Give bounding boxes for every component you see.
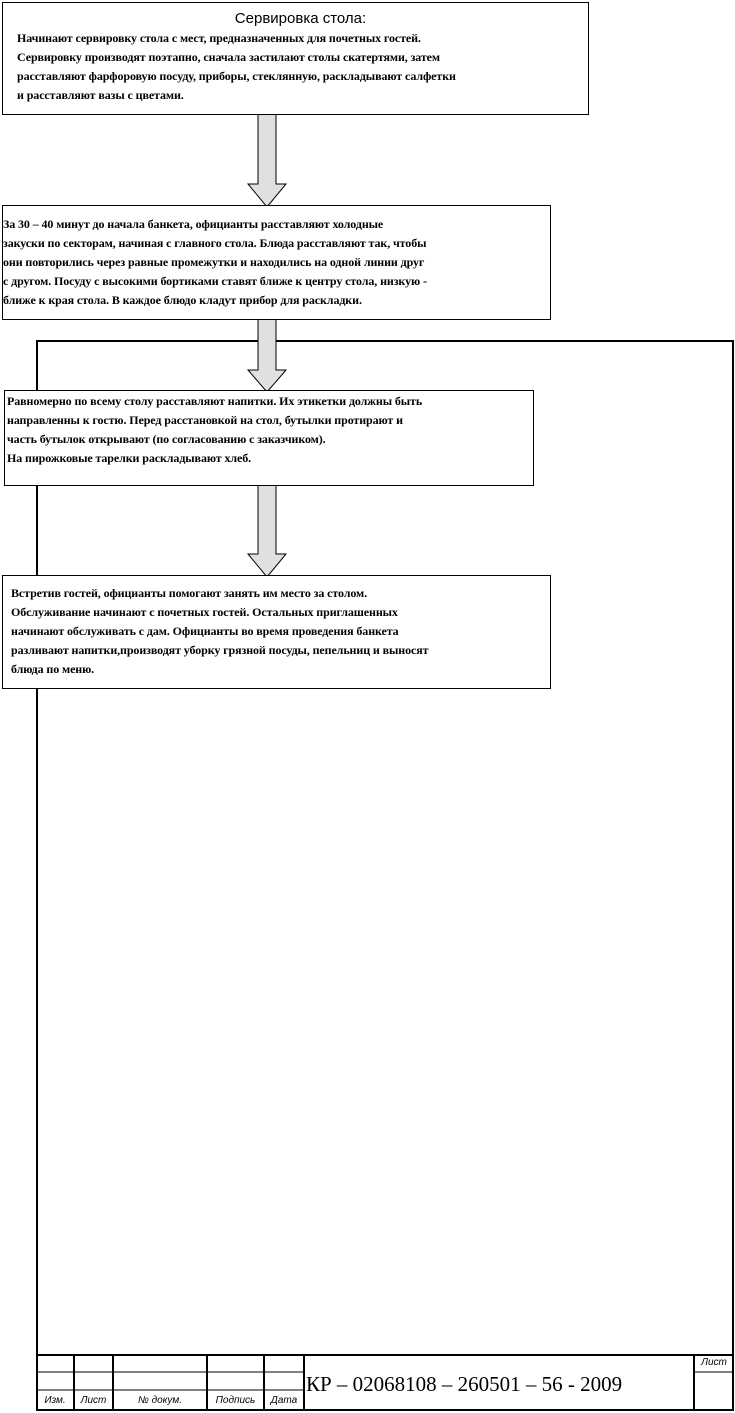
drawing-frame bbox=[36, 340, 734, 1411]
step-text-line: Обслуживание начинают с почетных гостей. Остальных приглашенных bbox=[11, 605, 398, 619]
step-text-line: разливают напитки,производят уборку грязной посуды, пепельниц и выносят bbox=[11, 643, 429, 657]
arrow-down-icon bbox=[246, 114, 288, 208]
step-text-line: с другом. Посуду с высокими бортиками ставят ближе к центру стола, низкую - bbox=[3, 274, 427, 288]
step-text-line: На пирожковые тарелки раскладывают хлеб. bbox=[7, 451, 252, 465]
step-text-line: начинают обслуживать с дам. Официанты во время проведения банкета bbox=[11, 624, 399, 638]
stamp-label-list: Лист bbox=[80, 1395, 107, 1406]
stamp-label-date: Дата bbox=[270, 1395, 298, 1406]
step-text-line: Начинают сервировку стола с мест, предназначенных для почетных гостей. bbox=[17, 31, 421, 45]
stamp-label-izm: Изм. bbox=[44, 1395, 66, 1406]
step-text-line: расставляют фарфоровую посуду, приборы, стеклянную, раскладывают салфетки bbox=[17, 69, 456, 83]
flow-step-2 bbox=[2, 205, 551, 320]
step-text-line: блюда по меню. bbox=[11, 662, 95, 676]
flow-step-3 bbox=[4, 390, 534, 486]
step-text-line: За 30 – 40 минут до начала банкета, официанты расставляют холодные bbox=[3, 217, 384, 231]
step-title: Сервировка стола: bbox=[234, 10, 367, 27]
document-code: КР – 02068108 – 260501 – 56 - 2009 bbox=[306, 1372, 623, 1396]
step-text-line: они повторились через равные промежутки и находились на одной линии друг bbox=[3, 255, 425, 269]
step-text-line: Сервировку производят поэтапно, сначала застилают столы скатертями, затем bbox=[17, 50, 440, 64]
step-text-line: Равномерно по всему столу расставляют напитки. Их этикетки должны быть bbox=[7, 394, 423, 408]
arrow-down-icon bbox=[246, 484, 288, 578]
step-text-line: ближе к края стола. В каждое блюдо кладут прибор для раскладки. bbox=[3, 293, 362, 307]
step-text-line: часть бутылок открывают (по согласованию с заказчиком). bbox=[7, 432, 326, 446]
step-text-line: и расставляют вазы с цветами. bbox=[17, 88, 184, 102]
stamp-label-sheet: Лист bbox=[701, 1357, 727, 1368]
step-text-line: закуски по секторам, начиная с главного стола. Блюда расставляют так, чтобы bbox=[3, 236, 427, 250]
stamp-label-doc: № докум. bbox=[137, 1395, 183, 1406]
stamp-label-sign: Подпись bbox=[215, 1395, 256, 1406]
arrow-down-icon bbox=[246, 318, 288, 394]
step-text-line: направленны к гостю. Перед расстановкой на стол, бутылки протирают и bbox=[7, 413, 403, 427]
flow-step-1 bbox=[2, 2, 589, 115]
step-text-line: Встретив гостей, официанты помогают занять им место за столом. bbox=[11, 586, 368, 600]
flow-step-4 bbox=[2, 575, 551, 689]
title-block bbox=[36, 1354, 734, 1411]
